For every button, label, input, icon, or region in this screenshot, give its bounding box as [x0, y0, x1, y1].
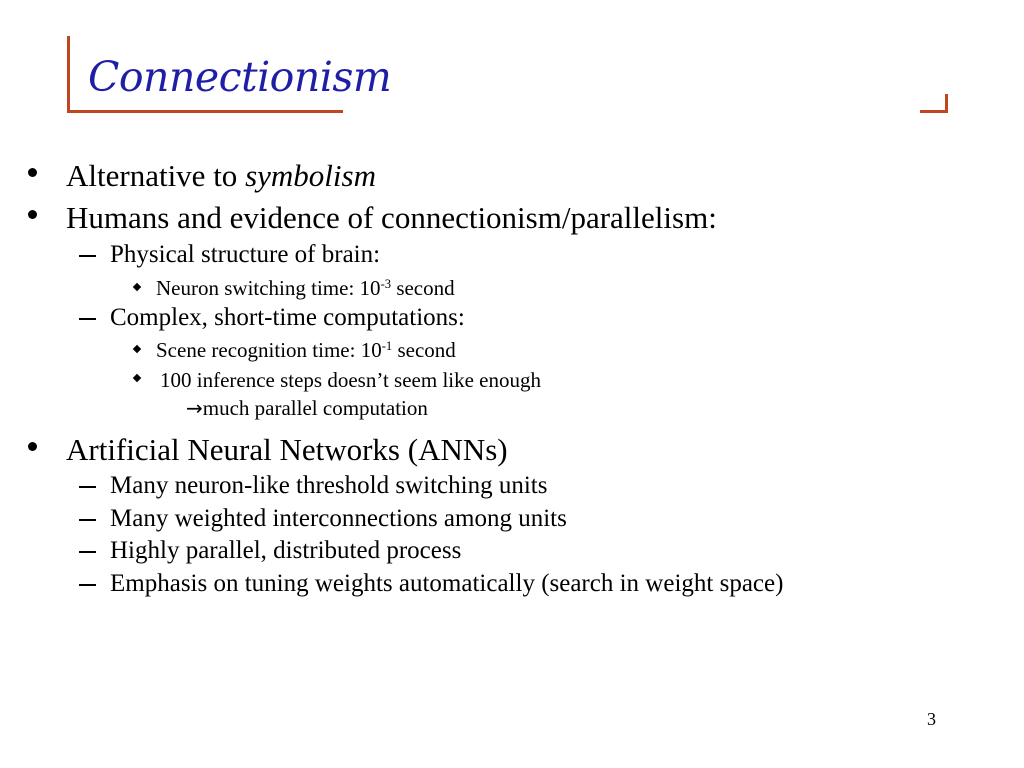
- page-number: 3: [927, 709, 936, 729]
- sub-complex-computations: Complex, short-time computations:: [110, 304, 465, 331]
- bullet-icon: [28, 168, 37, 177]
- detail-text: Neuron switching time: 10: [156, 276, 381, 300]
- exponent: -3: [380, 277, 392, 292]
- bullet-text: Alternative to: [66, 158, 246, 193]
- bullet-icon: [28, 210, 37, 219]
- dash-icon: [79, 486, 96, 488]
- title-frame-left-bar: [67, 36, 70, 112]
- bullet-icon: [28, 442, 37, 451]
- sub-physical-structure: Physical structure of brain:: [110, 241, 381, 268]
- diamond-bullet-icon: [133, 374, 141, 382]
- dash-icon: [79, 551, 96, 553]
- sub-ann-item: Many neuron-like threshold switching units: [110, 472, 548, 499]
- bullet-emphasis: symbolism: [245, 158, 376, 193]
- detail-inference-steps: 100 inference steps doesn’t seem like enough: [160, 368, 542, 392]
- detail-unit: second: [391, 276, 455, 300]
- dash-icon: [79, 255, 96, 257]
- corner-mark-horizontal: [920, 110, 948, 113]
- sub-ann-item: Highly parallel, distributed process: [110, 537, 462, 564]
- bullet-anns: Artificial Neural Networks (ANNs): [66, 432, 508, 467]
- detail-scene-recognition: [156, 338, 456, 363]
- sub-ann-item: Many weighted interconnections among units: [110, 505, 567, 532]
- detail-text: Scene recognition time: 10: [156, 338, 382, 362]
- dash-icon: [79, 519, 96, 521]
- sub-ann-item: Emphasis on tuning weights automatically (search in weight space): [110, 570, 784, 597]
- right-arrow-icon: →: [186, 396, 203, 420]
- dash-icon: [79, 318, 96, 320]
- detail-text: much parallel computation: [202, 396, 428, 420]
- bullet-alternative: [66, 158, 376, 194]
- title-frame-bottom-bar: [67, 110, 343, 113]
- diamond-bullet-icon: [133, 283, 141, 291]
- detail-unit: second: [392, 338, 456, 362]
- diamond-bullet-icon: [133, 345, 141, 353]
- slide-title: Connectionism: [88, 53, 392, 101]
- exponent: -1: [381, 339, 393, 354]
- detail-neuron-switching: [156, 276, 455, 301]
- dash-icon: [79, 584, 96, 586]
- bullet-humans: Humans and evidence of connectionism/parallelism:: [66, 200, 717, 235]
- detail-parallel-computation: [186, 396, 428, 421]
